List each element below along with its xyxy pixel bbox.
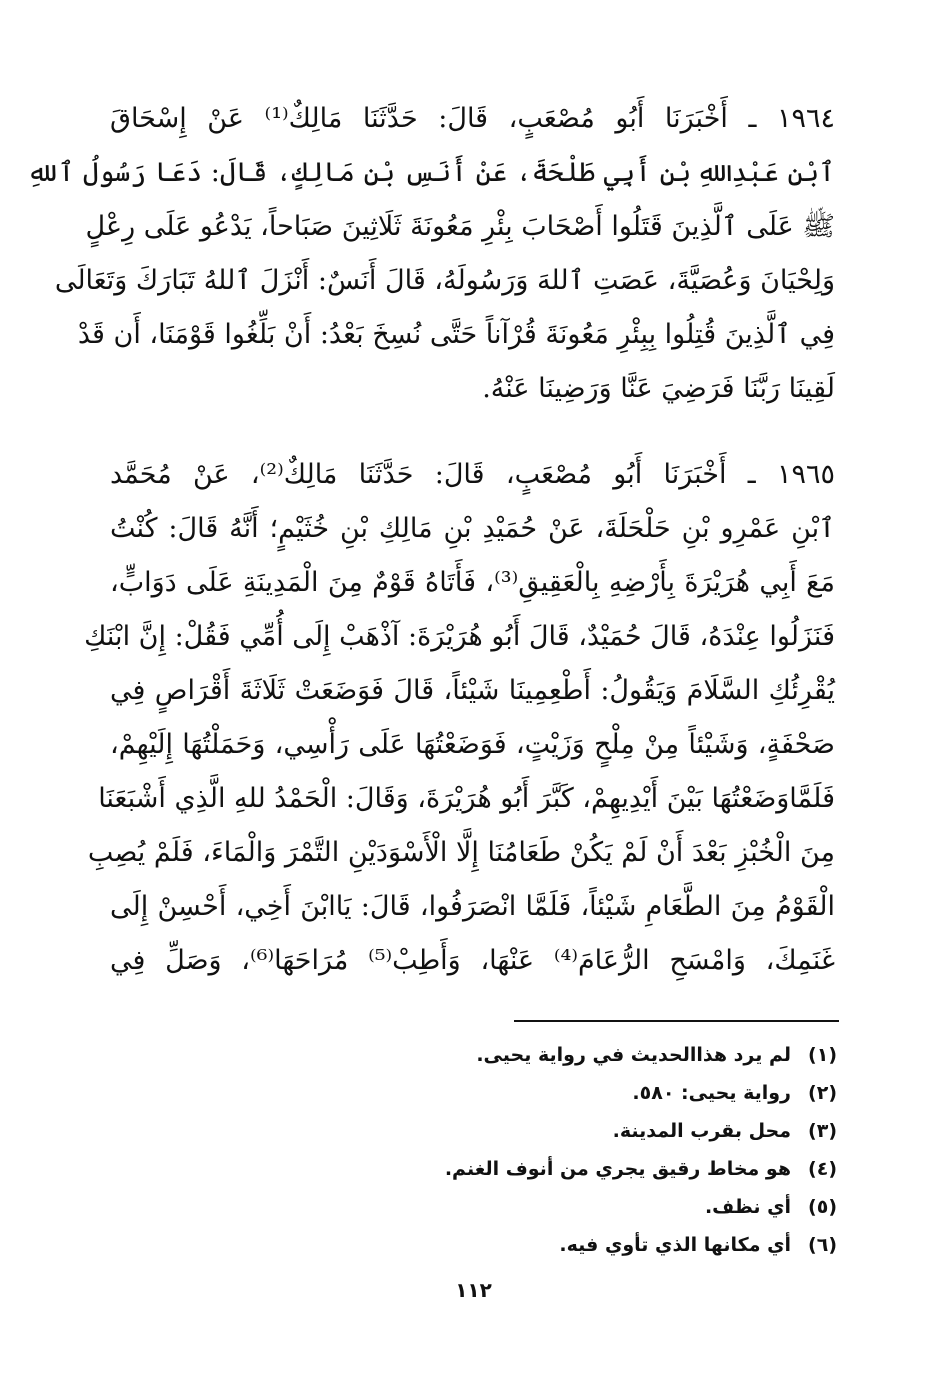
footnote-item xyxy=(237,1074,837,1112)
text-line: فَلَمَّاوَضَعْتُهَا بَيْنَ أَيْدِيهِمْ، كَبَّرَ أَبُو هُرَيْرَةَ، وَقَالَ: الْحَمْدُ للهِ الَّذِي أَشْبَعَنَا xyxy=(98,783,835,814)
footnote-text: أي مكانها الذي تأوي فيه. xyxy=(559,1234,791,1256)
text-line: مِنَ الْخُبْزِ بَعْدَ أَنْ لَمْ يَكُنْ طَعَامُنَا إِلَّا الْأَسْوَدَيْنِ التَّمْرَ وَالْمَاءَ، فَلَمْ يُصِبِ xyxy=(87,837,835,868)
text-line: فِي ٱلَّذِينَ قُتِلُوا بِبِئْرِ مَعُونَةَ قُرْآناً حَتَّى نُسِخَ بَعْدُ: أَنْ بَلِّغُوا قَوْمَنَا، أَن قَدْ xyxy=(77,319,835,350)
footnote-text: أي نظف. xyxy=(704,1196,791,1218)
hadith-1965-paragraph xyxy=(84,448,835,988)
text-line: فَنَزَلُوا عِنْدَهُ، قَالَ حُمَيْدٌ، قَالَ أَبُو هُرَيْرَةَ: آذْهَبْ إِلَى أُمِّي فَقُلْ: إِنَّ ابْنَكِ xyxy=(84,621,835,652)
footnote-item xyxy=(237,1036,837,1074)
text-line: صَحْفَةٍ، وَشَيْئاً مِنْ مِلْحٍ وَزَيْتٍ، فَوَضَعْتُهَا عَلَى رَأْسِي، وَحَمَلْتُهَا إِلَيْهِمْ، xyxy=(110,729,835,760)
text-line: ٱبْنِ عَمْرِو بْنِ حَلْحَلَةَ، عَنْ حُمَيْدِ بْنِ مَالِكِ بْنِ خُثَيْمٍ؛ أَنَّهُ قَالَ: كُنْتُ xyxy=(110,513,835,544)
footnotes-section xyxy=(237,1036,837,1264)
text-line: مَعَ أَبِي هُرَيْرَةَ بِأَرْضِهِ بِالْعَقِيقِ⁽³⁾، فَأَتَاهُ قَوْمٌ مِنَ الْمَدِينَةِ عَلَى دَوَابٍّ، xyxy=(110,567,835,598)
footnote-text: محل بقرب المدينة. xyxy=(612,1120,791,1142)
footnote-item xyxy=(237,1188,837,1226)
footnote-number: (٣) xyxy=(808,1120,837,1142)
footnote-item xyxy=(237,1150,837,1188)
text-line: وَلِحْيَانَ وَعُصَيَّةَ، عَصَتِ ٱللهَ وَرَسُولَهُ، قَالَ أَنَسٌ: أَنْزَلَ ٱللهُ تَبَارَكَ وَتَعَالَى xyxy=(54,265,835,296)
footnote-number: (٥) xyxy=(808,1196,837,1218)
text-line: الْقَوْمُ مِنَ الطَّعَامِ شَيْئاً، فَلَمَّا انْصَرَفُوا، قَالَ: يَاابْنَ أَخِي، أَحْسِنْ إِلَى xyxy=(110,891,835,922)
text-line: ١٩٦٥ ـ أَخْبَرَنَا أَبُو مُصْعَبٍ، قَالَ: حَدَّثَنَا مَالِكٌ⁽²⁾، عَنْ مُحَمَّد xyxy=(110,459,835,490)
footnote-number: (١) xyxy=(808,1044,837,1066)
footnote-number: (٤) xyxy=(808,1158,837,1180)
text-line: لَقِينَا رَبَّنَا فَرَضِيَ عَنَّا وَرَضِينَا عَنْهُ. xyxy=(482,373,835,404)
text-line: يُقْرِئُكِ السَّلَامَ وَيَقُولُ: أَطْعِمِينَا شَيْئاً، قَالَ فَوَضَعَتْ ثَلَاثَةَ أَقْرَاصٍ فِي xyxy=(110,675,835,706)
footnote-number: (٢) xyxy=(808,1082,837,1104)
footnote-number: (٦) xyxy=(808,1234,837,1256)
text-line: ﷺ عَلَى ٱلَّذِينَ قَتَلُوا أَصْحَابَ بِئْرِ مَعُونَةَ ثَلَاثِينَ صَبَاحاً، يَدْعُو عَلَى رِعْلٍ xyxy=(85,211,835,242)
hadith-1964-paragraph xyxy=(26,92,835,416)
text-line: غَنَمِكَ، وَامْسَحِ الرُّعَامَ⁽⁴⁾ عَنْهَا، وَأَطِبْ⁽⁵⁾ مُرَاحَهَا⁽⁶⁾، وَصَلِّ فِي xyxy=(110,945,835,976)
page-number: ١١٢ xyxy=(455,1278,492,1302)
text-line: ١٩٦٤ ـ أَخْبَرَنَا أَبُو مُصْعَبٍ، قَالَ: حَدَّثَنَا مَالِكٌ⁽¹⁾ عَنْ إِسْحَاقَ xyxy=(110,103,835,134)
footnote-item xyxy=(237,1226,837,1264)
footnote-text: رواية يحيى: ٥٨٠. xyxy=(632,1082,791,1104)
text-line: ٱبْنِ عَبْدِاللهِ بْنِ أَبِي طَلْحَةَ، عَنْ أَنَسِ بْنِ مَالِكٍ، قَالَ: دَعَا رَسُولُ ٱللهِ xyxy=(26,157,835,188)
footnote-item xyxy=(237,1112,837,1150)
footnote-text: لم يرد هذاالحديث في رواية يحيى. xyxy=(476,1044,791,1066)
footnote-text: هو مخاط رقيق يجري من أنوف الغنم. xyxy=(444,1158,791,1180)
footnote-divider xyxy=(514,1020,839,1022)
